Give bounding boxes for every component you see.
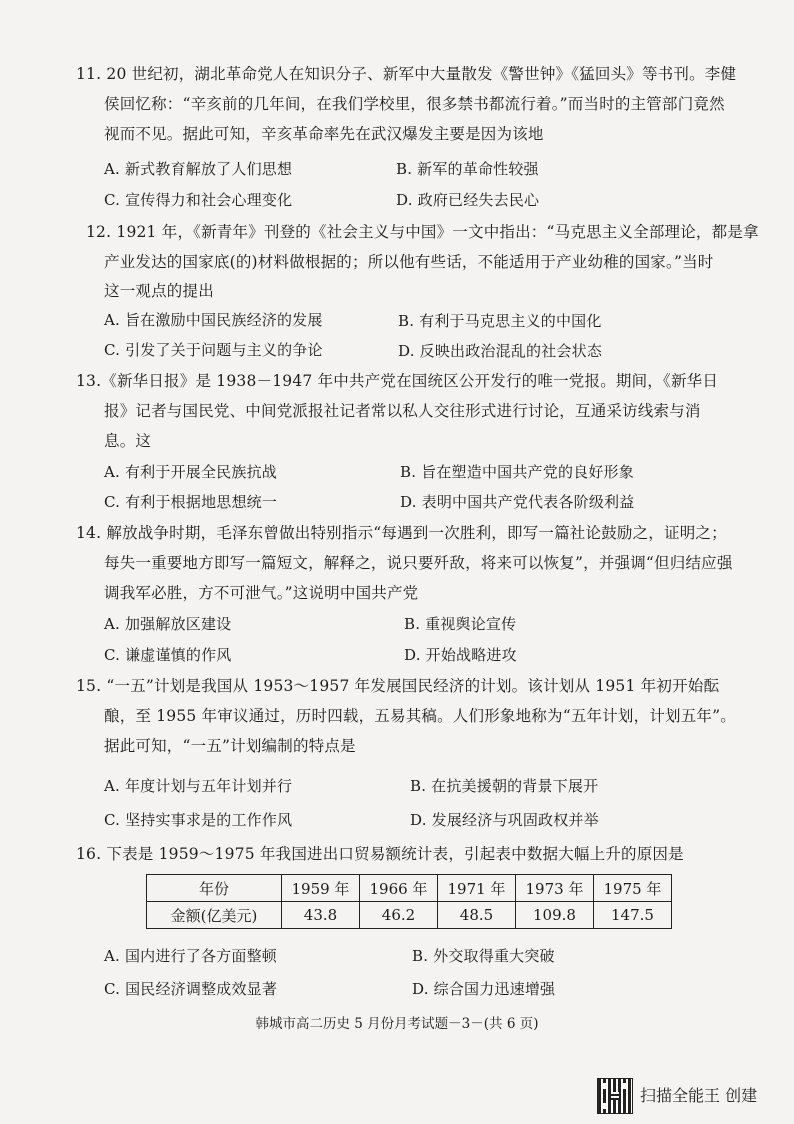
option-c: C. 宣传得力和社会心理变化 [104,191,293,209]
option-b: B. 重视舆论宣传 [404,615,517,633]
option-a: A. 有利于开展全民族抗战 [104,463,277,481]
question-stem-line: 14. 解放战争时期，毛泽东曾做出特别指示“每遇到一次胜利，即写一篇社论鼓励之，证明之； [76,524,727,542]
question-stem-line: 酿，至 1955 年审议通过，历时四载，五易其稿。人们形象地称为“五年计划，计划五年”。 [104,707,736,725]
qr-code-icon [597,1078,633,1114]
page-footer: 韩城市高二历史 5 月份月考试题－3－(共 6 页) [255,1016,539,1032]
table-cell: 1973 年 [516,875,594,902]
table-cell: 147.5 [594,902,672,929]
question-stem-line: 15. “一五”计划是我国从 1953～1957 年发展国民经济的计划。该计划从 1951 年初开始酝 [76,677,720,695]
option-b: B. 有利于马克思主义的中国化 [398,312,602,330]
question-stem-line: 息。这 [104,432,152,450]
table-row [147,875,672,902]
option-b: B. 在抗美援朝的背景下展开 [410,777,599,795]
table-cell: 43.8 [282,902,360,929]
option-b: B. 新军的革命性较强 [396,160,539,178]
option-d: D. 政府已经失去民心 [396,191,540,209]
table-cell: 109.8 [516,902,594,929]
option-b: B. 旨在塑造中国共产党的良好形象 [400,463,634,481]
option-a: A. 国内进行了各方面整顿 [104,947,277,965]
question-stem-line: 这一观点的提出 [104,282,214,300]
table-cell: 1959 年 [282,875,360,902]
table-header-amount: 金额(亿美元) [147,902,282,929]
question-stem-line: 据此可知，“一五”计划编制的特点是 [104,737,356,755]
question-stem-line: 报》记者与国民党、中间党派报社记者常以私人交往形式进行讨论，互通采访线索与消 [104,402,701,420]
option-b: B. 外交取得重大突破 [412,947,555,965]
question-stem-line: 视而不见。据此可知，辛亥革命率先在武汉爆发主要是因为该地 [104,125,544,143]
option-d: D. 表明中国共产党代表各阶级利益 [400,493,635,511]
option-d: D. 反映出政治混乱的社会状态 [398,342,603,360]
trade-table [146,874,672,929]
option-a: A. 年度计划与五年计划并行 [104,777,293,795]
table-cell: 48.5 [438,902,516,929]
question-stem-line: 16. 下表是 1959～1975 年我国进出口贸易额统计表，引起表中数据大幅上升的原因是 [76,845,684,863]
question-stem-line: 产业发达的国家底(的)材料做根据的；所以他有些话，不能适用于产业幼稚的国家。”当时 [104,253,714,271]
table-cell: 1975 年 [594,875,672,902]
question-stem-line: 13.《新华日报》是 1938－1947 年中共产党在国统区公开发行的唯一党报。期间，《新华日 [76,372,719,390]
table-cell: 46.2 [360,902,438,929]
table-cell: 1966 年 [360,875,438,902]
option-c: C. 有利于根据地思想统一 [104,493,278,511]
option-a: A. 旨在激励中国民族经济的发展 [104,311,323,329]
scanner-watermark: 扫描全能王 创建 [640,1086,758,1105]
option-d: D. 开始战略进攻 [404,646,517,664]
question-stem-line: 每失一重要地方即写一篇短文，解释之，说只要歼敌，将来可以恢复”，并强调“但归结应强 [104,554,733,572]
option-a: A. 新式教育解放了人们思想 [104,160,293,178]
question-stem-line: 11. 20 世纪初，湖北革命党人在知识分子、新军中大量散发《警世钟》《猛回头》等书刊。李健 [76,65,737,83]
option-a: A. 加强解放区建设 [104,615,232,633]
question-stem-line: 侯回忆称：“辛亥前的几年间，在我们学校里，很多禁书都流行着。”而当时的主管部门竟然 [104,95,725,113]
question-stem-line: 12. 1921 年，《新青年》刊登的《社会主义与中国》一文中指出：“马克思主义全部理论，都是拿 [86,223,759,241]
table-header-year: 年份 [147,875,282,902]
option-d: D. 发展经济与巩固政权并举 [410,811,599,829]
table-row [147,902,672,929]
option-c: C. 谦虚谨慎的作风 [104,646,232,664]
option-c: C. 引发了关于问题与主义的争论 [104,341,323,359]
table-cell: 1971 年 [438,875,516,902]
option-c: C. 国民经济调整成效显著 [104,980,278,998]
option-c: C. 坚持实事求是的工作作风 [104,811,293,829]
option-d: D. 综合国力迅速增强 [412,980,556,998]
question-stem-line: 调我军必胜，方不可泄气。”这说明中国共产党 [104,584,419,602]
